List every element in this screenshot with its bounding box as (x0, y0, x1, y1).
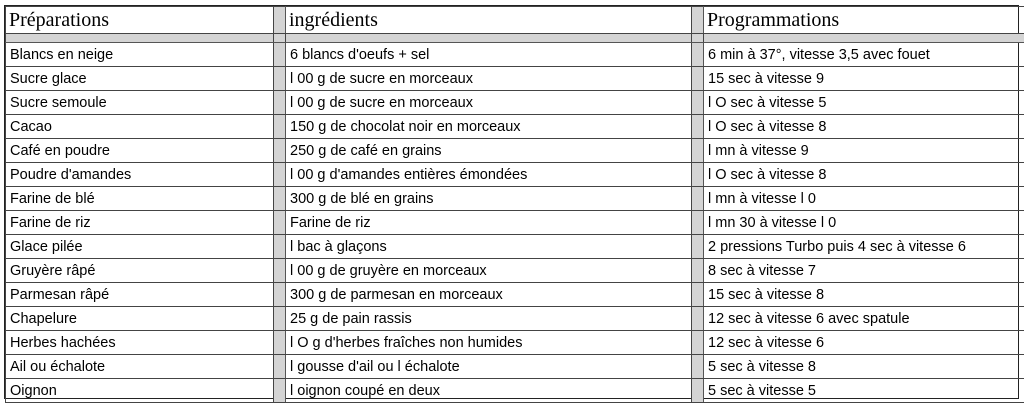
table-row (6, 67, 1024, 91)
column-gap (274, 259, 286, 283)
cell-preparation: Farine de blé (6, 187, 274, 211)
column-gap (692, 91, 704, 115)
cell-ingredients: l bac à glaçons (286, 235, 692, 259)
cell-programmation: 5 sec à vitesse 5 (704, 379, 1024, 403)
table-row (6, 259, 1024, 283)
cell-programmation: l O sec à vitesse 5 (704, 91, 1024, 115)
column-gap (692, 139, 704, 163)
cell-programmation: 8 sec à vitesse 7 (704, 259, 1024, 283)
cell-programmation: l mn à vitesse 9 (704, 139, 1024, 163)
cell-ingredients: l 00 g de sucre en morceaux (286, 67, 692, 91)
column-gap (692, 163, 704, 187)
header-preparations: Préparations (6, 7, 274, 34)
cell-ingredients: l 00 g de sucre en morceaux (286, 91, 692, 115)
table-row (6, 139, 1024, 163)
cell-preparation: Herbes hachées (6, 331, 274, 355)
column-gap (692, 259, 704, 283)
column-gap (692, 211, 704, 235)
column-gap (274, 163, 286, 187)
header-row (6, 7, 1024, 34)
table-row (6, 211, 1024, 235)
column-gap (692, 355, 704, 379)
column-gap (692, 7, 704, 34)
cell-programmation: l mn à vitesse l 0 (704, 187, 1024, 211)
cell-programmation: 5 sec à vitesse 8 (704, 355, 1024, 379)
column-gap (692, 67, 704, 91)
cell-ingredients: l 00 g de gruyère en morceaux (286, 259, 692, 283)
column-gap (274, 283, 286, 307)
cell-ingredients: 25 g de pain rassis (286, 307, 692, 331)
cell-preparation: Cacao (6, 115, 274, 139)
table-row (6, 331, 1024, 355)
column-gap (274, 67, 286, 91)
column-gap (274, 7, 286, 34)
column-gap (692, 187, 704, 211)
cell-ingredients: l oignon coupé en deux (286, 379, 692, 403)
header-separator (6, 34, 1024, 43)
cell-programmation: 15 sec à vitesse 8 (704, 283, 1024, 307)
cell-programmation: 12 sec à vitesse 6 (704, 331, 1024, 355)
table-row (6, 355, 1024, 379)
table-row (6, 163, 1024, 187)
cell-ingredients: Farine de riz (286, 211, 692, 235)
cell-preparation: Poudre d'amandes (6, 163, 274, 187)
cell-preparation: Blancs en neige (6, 43, 274, 67)
table-row (6, 91, 1024, 115)
cell-ingredients: l gousse d'ail ou l échalote (286, 355, 692, 379)
cell-programmation: 6 min à 37°, vitesse 3,5 avec fouet (704, 43, 1024, 67)
table-row (6, 115, 1024, 139)
column-gap (274, 235, 286, 259)
cell-preparation: Sucre semoule (6, 91, 274, 115)
cell-ingredients: l 00 g d'amandes entières émondées (286, 163, 692, 187)
table-row (6, 43, 1024, 67)
column-gap (274, 379, 286, 403)
table-row (6, 235, 1024, 259)
column-gap (692, 283, 704, 307)
column-gap (274, 115, 286, 139)
column-gap (692, 43, 704, 67)
cell-programmation: 12 sec à vitesse 6 avec spatule (704, 307, 1024, 331)
column-gap (274, 355, 286, 379)
cell-preparation: Farine de riz (6, 211, 274, 235)
cell-ingredients: 250 g de café en grains (286, 139, 692, 163)
table-row (6, 283, 1024, 307)
table-body (6, 43, 1024, 403)
cell-preparation: Oignon (6, 379, 274, 403)
column-gap (692, 235, 704, 259)
cell-preparation: Chapelure (6, 307, 274, 331)
cell-ingredients: 300 g de parmesan en morceaux (286, 283, 692, 307)
preparations-table (5, 6, 1024, 403)
cell-preparation: Glace pilée (6, 235, 274, 259)
column-gap (274, 139, 286, 163)
table-row (6, 307, 1024, 331)
table-row (6, 379, 1024, 403)
column-gap (692, 307, 704, 331)
header-ingredients: ingrédients (286, 7, 692, 34)
cell-preparation: Parmesan râpé (6, 283, 274, 307)
cell-programmation: l O sec à vitesse 8 (704, 115, 1024, 139)
cell-programmation: 15 sec à vitesse 9 (704, 67, 1024, 91)
cell-programmation: l O sec à vitesse 8 (704, 163, 1024, 187)
column-gap (274, 307, 286, 331)
cell-preparation: Café en poudre (6, 139, 274, 163)
cell-ingredients: l O g d'herbes fraîches non humides (286, 331, 692, 355)
column-gap (274, 187, 286, 211)
cell-preparation: Sucre glace (6, 67, 274, 91)
column-gap (274, 211, 286, 235)
cell-preparation: Gruyère râpé (6, 259, 274, 283)
preparations-table-sheet (4, 5, 1019, 399)
column-gap (274, 43, 286, 67)
cell-ingredients: 300 g de blé en grains (286, 187, 692, 211)
cell-ingredients: 6 blancs d'oeufs + sel (286, 43, 692, 67)
table-row (6, 187, 1024, 211)
cell-programmation: 2 pressions Turbo puis 4 sec à vitesse 6 (704, 235, 1024, 259)
column-gap (692, 379, 704, 403)
cell-programmation: l mn 30 à vitesse l 0 (704, 211, 1024, 235)
column-gap (274, 91, 286, 115)
cell-ingredients: 150 g de chocolat noir en morceaux (286, 115, 692, 139)
column-gap (692, 331, 704, 355)
cell-preparation: Ail ou échalote (6, 355, 274, 379)
header-programmations: Programmations (704, 7, 1024, 34)
column-gap (692, 115, 704, 139)
column-gap (274, 331, 286, 355)
